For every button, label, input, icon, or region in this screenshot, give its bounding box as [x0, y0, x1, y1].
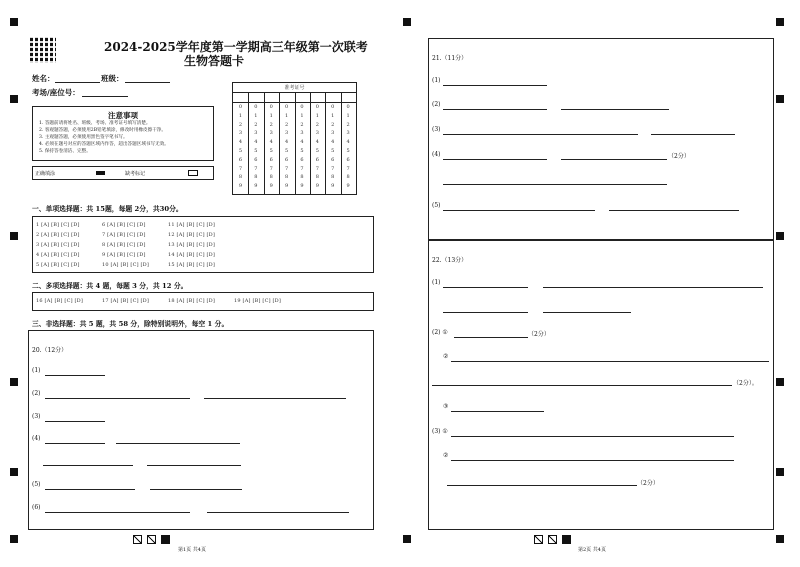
- exam-id-bubble[interactable]: 7: [331, 165, 335, 172]
- exam-id-bubble[interactable]: 2: [254, 121, 258, 128]
- exam-id-bubble[interactable]: 8: [300, 174, 304, 181]
- mc-question[interactable]: 10 [A] [B] [C] [D]: [102, 262, 150, 268]
- q21-part: (1): [432, 77, 441, 84]
- answer-line[interactable]: [443, 287, 528, 288]
- answer-line[interactable]: [432, 385, 732, 386]
- exam-id-bubble[interactable]: 9: [331, 183, 335, 190]
- exam-id-bubble[interactable]: 6: [315, 156, 319, 163]
- mc-question[interactable]: 1 [A] [B] [C] [D]: [36, 222, 80, 228]
- answer-line[interactable]: [443, 85, 547, 86]
- points-label: （2分）。: [733, 380, 758, 387]
- answer-line[interactable]: [207, 512, 349, 513]
- exam-title: 2024-2025学年度第一学期高三年级第一次联考: [104, 40, 368, 54]
- exam-id-bubble[interactable]: 4: [315, 139, 319, 146]
- mc-question[interactable]: 6 [A] [B] [C] [D]: [102, 222, 146, 228]
- exam-id-bubble[interactable]: 3: [331, 130, 335, 137]
- section3-heading: 三、非选择题：共 5 题，共 58 分，除特别说明外，每空 1 分。: [32, 320, 229, 328]
- answer-line[interactable]: [451, 361, 769, 362]
- points-label: （2分）: [528, 331, 550, 338]
- notice-item: 5. 保持答卷清洁、完整。: [39, 149, 91, 154]
- timing-mark: [10, 232, 18, 240]
- exam-id-bubble[interactable]: 3: [346, 130, 350, 137]
- q20-part: (4): [32, 435, 41, 442]
- answer-line[interactable]: [651, 134, 735, 135]
- q20-part: (2): [32, 390, 41, 397]
- timing-mark: [10, 468, 18, 476]
- section2-box: [32, 292, 374, 311]
- exam-id-bubble[interactable]: 2: [346, 121, 350, 128]
- mc-question[interactable]: 7 [A] [B] [C] [D]: [102, 232, 146, 238]
- exam-id-bubble[interactable]: 3: [254, 130, 258, 137]
- q20-part: (6): [32, 504, 41, 511]
- exam-id-bubble[interactable]: 0: [300, 104, 304, 110]
- timing-mark: [776, 468, 784, 476]
- exam-id-bubble[interactable]: 3: [315, 130, 319, 137]
- answer-line[interactable]: [45, 443, 105, 444]
- exam-id-bubble[interactable]: 5: [238, 148, 243, 154]
- exam-id-bubble[interactable]: 5: [331, 148, 335, 154]
- q20-part: (5): [32, 481, 41, 488]
- answer-line[interactable]: [443, 159, 547, 160]
- exam-id-bubble[interactable]: 1: [269, 112, 273, 119]
- exam-id-bubble[interactable]: 5: [315, 148, 319, 154]
- answer-line[interactable]: [609, 210, 739, 211]
- exam-id-bubble[interactable]: 5: [254, 148, 258, 154]
- exam-id-bubble[interactable]: 3: [300, 130, 304, 137]
- q22-subpart: ③: [443, 403, 449, 410]
- exam-id-bubble[interactable]: 9: [238, 183, 243, 190]
- exam-id-bubble[interactable]: 1: [285, 112, 289, 119]
- mc-question[interactable]: 14 [A] [B] [C] [D]: [168, 252, 216, 258]
- class-field[interactable]: [125, 82, 170, 83]
- exam-id-bubble[interactable]: 9: [346, 183, 350, 190]
- exam-id-bubble[interactable]: 0: [285, 104, 289, 110]
- mc-question[interactable]: 2 [A] [B] [C] [D]: [36, 232, 80, 238]
- q22-subpart: ②: [443, 452, 449, 459]
- exam-id-bubble[interactable]: 3: [285, 130, 289, 137]
- exam-id-bubble[interactable]: 8: [346, 174, 350, 181]
- timing-mark: [776, 18, 784, 26]
- page-mark-icon: [548, 535, 557, 544]
- exam-id-bubble[interactable]: 6: [285, 156, 289, 163]
- exam-id-grid: [232, 82, 357, 195]
- exam-id-bubble[interactable]: 7: [285, 165, 289, 172]
- q20-box: [28, 330, 374, 530]
- mc-question[interactable]: 5 [A] [B] [C] [D]: [36, 262, 80, 268]
- timing-mark: [776, 232, 784, 240]
- exam-id-bubble[interactable]: 8: [315, 174, 319, 181]
- exam-id-bubble[interactable]: 9: [315, 183, 319, 190]
- exam-id-bubble[interactable]: 0: [269, 104, 273, 110]
- exam-id-bubble[interactable]: 0: [254, 104, 258, 110]
- exam-id-bubble[interactable]: 1: [238, 112, 243, 119]
- answer-line[interactable]: [45, 421, 105, 422]
- answer-line[interactable]: [147, 465, 241, 466]
- answer-line[interactable]: [204, 398, 346, 399]
- q22-box: [428, 239, 774, 530]
- exam-id-bubble[interactable]: 1: [331, 112, 335, 119]
- mc-question-18[interactable]: 18 [A] [B] [C] [D]: [168, 298, 216, 304]
- answer-line[interactable]: [45, 489, 135, 490]
- filled-mark-icon: [96, 171, 105, 175]
- exam-id-bubble[interactable]: 6: [269, 156, 273, 163]
- page-number: 第1页 共4页: [178, 547, 206, 553]
- answer-line[interactable]: [451, 436, 734, 437]
- answer-line[interactable]: [43, 465, 133, 466]
- mc-question-19[interactable]: 19 [A] [B] [C] [D]: [234, 298, 282, 304]
- timing-mark: [776, 535, 784, 543]
- exam-id-bubble[interactable]: 4: [285, 139, 289, 146]
- fill-sample-box: [32, 166, 214, 180]
- exam-id-bubble[interactable]: 5: [300, 148, 304, 154]
- exam-id-bubble[interactable]: 8: [238, 174, 243, 181]
- mc-question[interactable]: 9 [A] [B] [C] [D]: [102, 252, 146, 258]
- answer-line[interactable]: [543, 287, 763, 288]
- exam-id-bubble[interactable]: 2: [285, 121, 289, 128]
- section1-heading: 一、单项选择题：共 15题，每题 2分，共30分。: [32, 205, 183, 213]
- room-field[interactable]: [82, 96, 128, 97]
- timing-mark: [403, 18, 411, 26]
- exam-id-bubble[interactable]: 3: [238, 130, 243, 137]
- mc-question[interactable]: 3 [A] [B] [C] [D]: [36, 242, 80, 248]
- name-field[interactable]: [55, 82, 100, 83]
- qr-code-icon: [30, 37, 56, 63]
- exam-id-bubble[interactable]: 7: [254, 165, 258, 172]
- exam-id-bubble[interactable]: 0: [331, 104, 335, 110]
- timing-mark: [10, 18, 18, 26]
- answer-line[interactable]: [451, 460, 734, 461]
- q22-part: (1): [432, 279, 441, 286]
- exam-id-bubble[interactable]: 7: [269, 165, 273, 172]
- answer-line[interactable]: [45, 512, 190, 513]
- q20-title: 20.（12分）: [32, 347, 68, 354]
- mc-question[interactable]: 4 [A] [B] [C] [D]: [36, 252, 80, 258]
- q21-part: (4): [432, 151, 441, 158]
- class-label: 班级：: [101, 74, 124, 83]
- exam-id-bubble[interactable]: 4: [331, 139, 335, 146]
- notice-item: 3. 主观题答题，必须使用黑色签字笔书写。: [39, 135, 128, 140]
- exam-id-bubble[interactable]: 6: [254, 156, 258, 163]
- section1-box: [32, 216, 374, 273]
- notice-item: 1. 答题前请将姓名、班级、考场、准考证号填写清楚。: [39, 121, 151, 126]
- timing-mark: [776, 95, 784, 103]
- notice-item: 2. 客观题答题，必须使用2B铅笔填涂，修改时用橡皮擦干净。: [39, 128, 166, 133]
- notice-item: 4. 必须在题号对应的答题区域内作答，超出答题区域书写无效。: [39, 142, 169, 147]
- exam-id-bubble[interactable]: 1: [254, 112, 258, 119]
- page-mark-icon: [534, 535, 543, 544]
- timing-mark: [10, 535, 18, 543]
- exam-id-bubble[interactable]: 6: [300, 156, 304, 163]
- q20-part: (3): [32, 413, 41, 420]
- answer-line[interactable]: [447, 485, 637, 486]
- exam-id-bubble[interactable]: 6: [238, 156, 243, 163]
- timing-mark: [403, 535, 411, 543]
- exam-id-bubble[interactable]: 2: [269, 121, 273, 128]
- points-label: （2分）: [637, 480, 659, 487]
- answer-line[interactable]: [150, 489, 242, 490]
- answer-line[interactable]: [45, 375, 105, 376]
- answer-line[interactable]: [45, 398, 190, 399]
- exam-id-bubble[interactable]: 4: [254, 139, 258, 146]
- exam-id-bubble[interactable]: 6: [331, 156, 335, 163]
- answer-line[interactable]: [543, 312, 631, 313]
- mc-question[interactable]: 8 [A] [B] [C] [D]: [102, 242, 146, 248]
- q21-part: (3): [432, 126, 441, 133]
- timing-mark: [10, 95, 18, 103]
- q22-part: (3) ①: [432, 428, 448, 435]
- exam-id-bubble[interactable]: 1: [315, 112, 319, 119]
- answer-line[interactable]: [443, 210, 595, 211]
- answer-line[interactable]: [116, 443, 240, 444]
- mc-question-16[interactable]: 16 [A] [B] [C] [D]: [36, 298, 84, 304]
- exam-id-bubble[interactable]: 7: [315, 165, 319, 172]
- name-label: 姓名：: [32, 74, 55, 83]
- exam-id-bubble[interactable]: 0: [346, 104, 350, 110]
- q22-subpart: ②: [443, 353, 449, 360]
- answer-line[interactable]: [443, 184, 667, 185]
- mc-question[interactable]: 11 [A] [B] [C] [D]: [168, 222, 216, 228]
- exam-id-bubble[interactable]: 3: [269, 130, 273, 137]
- answer-line[interactable]: [443, 134, 638, 135]
- page-mark-icon: [133, 535, 142, 544]
- timing-mark: [776, 378, 784, 386]
- answer-line[interactable]: [443, 109, 547, 110]
- answer-line[interactable]: [561, 109, 669, 110]
- exam-id-bubble[interactable]: 7: [238, 165, 243, 172]
- exam-id-bubble[interactable]: 2: [331, 121, 335, 128]
- exam-id-bubble[interactable]: 9: [254, 183, 258, 190]
- exam-id-bubble[interactable]: 0: [238, 104, 243, 110]
- missing-mark-label: 缺考标记: [125, 171, 146, 177]
- mc-question[interactable]: 15 [A] [B] [C] [D]: [168, 262, 216, 268]
- notice-title: 注意事项: [108, 111, 138, 120]
- q21-box: [428, 38, 774, 241]
- answer-line[interactable]: [443, 312, 528, 313]
- points-label: （2分）: [668, 153, 690, 160]
- q21-title: 21.（11分）: [432, 55, 468, 62]
- exam-id-bubble[interactable]: 1: [346, 112, 350, 119]
- timing-mark: [10, 378, 18, 386]
- page-mark-icon: [147, 535, 156, 544]
- answer-line[interactable]: [454, 337, 528, 338]
- exam-id-bubble[interactable]: 8: [269, 174, 273, 181]
- exam-id-label: 准考证号: [284, 85, 305, 91]
- mc-question[interactable]: 12 [A] [B] [C] [D]: [168, 232, 216, 238]
- exam-id-bubble[interactable]: 1: [300, 112, 304, 119]
- exam-id-bubble[interactable]: 5: [269, 148, 273, 154]
- q20-part: (1): [32, 367, 41, 374]
- page-number: 第2页 共4页: [578, 547, 606, 553]
- exam-id-bubble[interactable]: 6: [346, 156, 350, 163]
- exam-id-bubble[interactable]: 8: [331, 174, 335, 181]
- exam-id-bubble[interactable]: 5: [346, 148, 350, 154]
- exam-id-bubble[interactable]: 2: [315, 121, 319, 128]
- exam-id-bubble[interactable]: 7: [346, 165, 350, 172]
- exam-id-bubble[interactable]: 4: [238, 139, 243, 146]
- answer-line[interactable]: [451, 411, 544, 412]
- q22-title: 22.（13分）: [432, 257, 468, 264]
- q21-part: (2): [432, 101, 441, 108]
- exam-id-bubble[interactable]: 4: [346, 139, 350, 146]
- sheet-subtitle: 生物答题卡: [184, 54, 245, 68]
- mc-question-17[interactable]: 17 [A] [B] [C] [D]: [102, 298, 150, 304]
- q21-part: (5): [432, 202, 441, 209]
- exam-id-bubble[interactable]: 5: [285, 148, 289, 154]
- exam-id-bubble[interactable]: 8: [254, 174, 258, 181]
- mc-question[interactable]: 13 [A] [B] [C] [D]: [168, 242, 216, 248]
- exam-id-bubble[interactable]: 4: [269, 139, 273, 146]
- exam-id-bubble[interactable]: 0: [315, 104, 319, 110]
- correct-fill-label: 正确填涂: [35, 171, 56, 177]
- notice-box: [32, 106, 214, 161]
- page-mark-icon: [161, 535, 170, 544]
- exam-id-bubble[interactable]: 9: [269, 183, 273, 190]
- exam-id-bubble[interactable]: 4: [300, 139, 304, 146]
- exam-id-bubble[interactable]: 7: [300, 165, 304, 172]
- room-label: 考场/座位号：: [32, 88, 80, 97]
- exam-id-bubble[interactable]: 9: [285, 183, 289, 190]
- q22-part: (2) ①: [432, 329, 448, 336]
- exam-id-bubble[interactable]: 2: [238, 121, 243, 128]
- answer-line[interactable]: [561, 159, 667, 160]
- exam-id-bubble[interactable]: 9: [300, 183, 304, 190]
- page-mark-icon: [562, 535, 571, 544]
- exam-id-bubble[interactable]: 8: [285, 174, 289, 181]
- exam-id-bubble[interactable]: 2: [300, 121, 304, 128]
- section2-heading: 二、多项选择题：共 4 题，每题 3 分，共 12 分。: [32, 282, 188, 290]
- missing-box-icon[interactable]: [188, 170, 198, 176]
